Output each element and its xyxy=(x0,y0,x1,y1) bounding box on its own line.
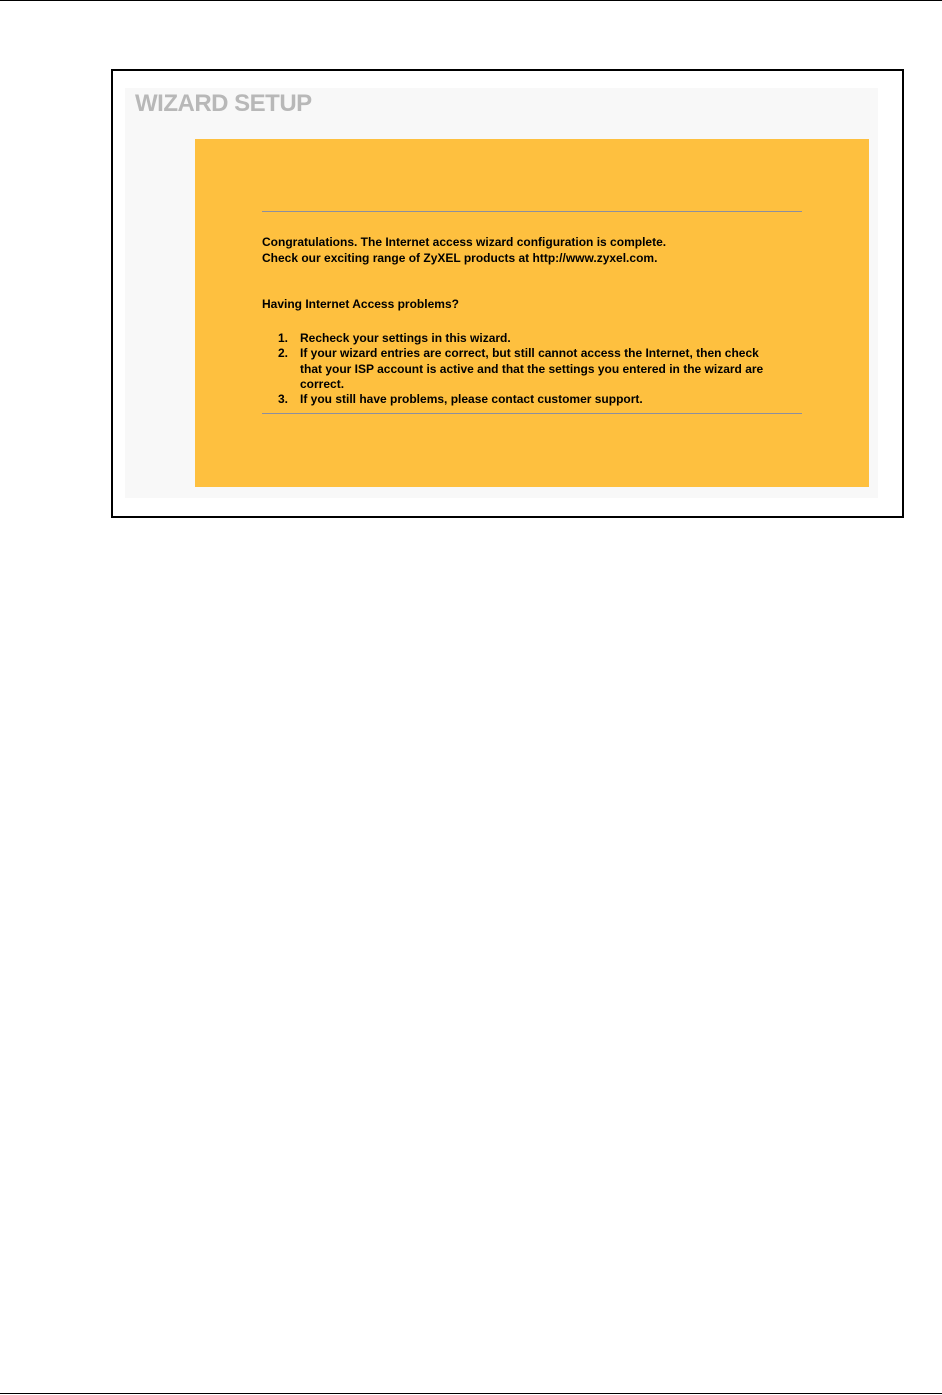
list-item-number: 2. xyxy=(278,346,289,360)
problems-heading: Having Internet Access problems? xyxy=(262,297,459,311)
congrats-text: Congratulations. The Internet access wizard configuration is complete. xyxy=(262,235,667,249)
list-item: If you still have problems, please contact customer support. xyxy=(300,392,643,406)
list-item-number: 3. xyxy=(278,392,289,406)
list-item-number: 1. xyxy=(278,331,289,345)
divider-top xyxy=(262,211,802,212)
list-item-continued: correct. xyxy=(300,377,345,391)
page-footer-rule xyxy=(0,1393,942,1394)
list-item: If your wizard entries are correct, but still cannot access the Internet, then check xyxy=(300,346,759,360)
wizard-content-panel xyxy=(195,139,869,487)
divider-bottom xyxy=(262,413,802,414)
page-header-rule xyxy=(0,0,942,1)
page-title: WIZARD SETUP xyxy=(135,90,312,117)
list-item-continued: that your ISP account is active and that the settings you entered in the wizard are xyxy=(300,362,764,376)
zyxel-products-text: Check our exciting range of ZyXEL products at http://www.zyxel.com. xyxy=(262,251,658,265)
list-item: Recheck your settings in this wizard. xyxy=(300,331,511,345)
